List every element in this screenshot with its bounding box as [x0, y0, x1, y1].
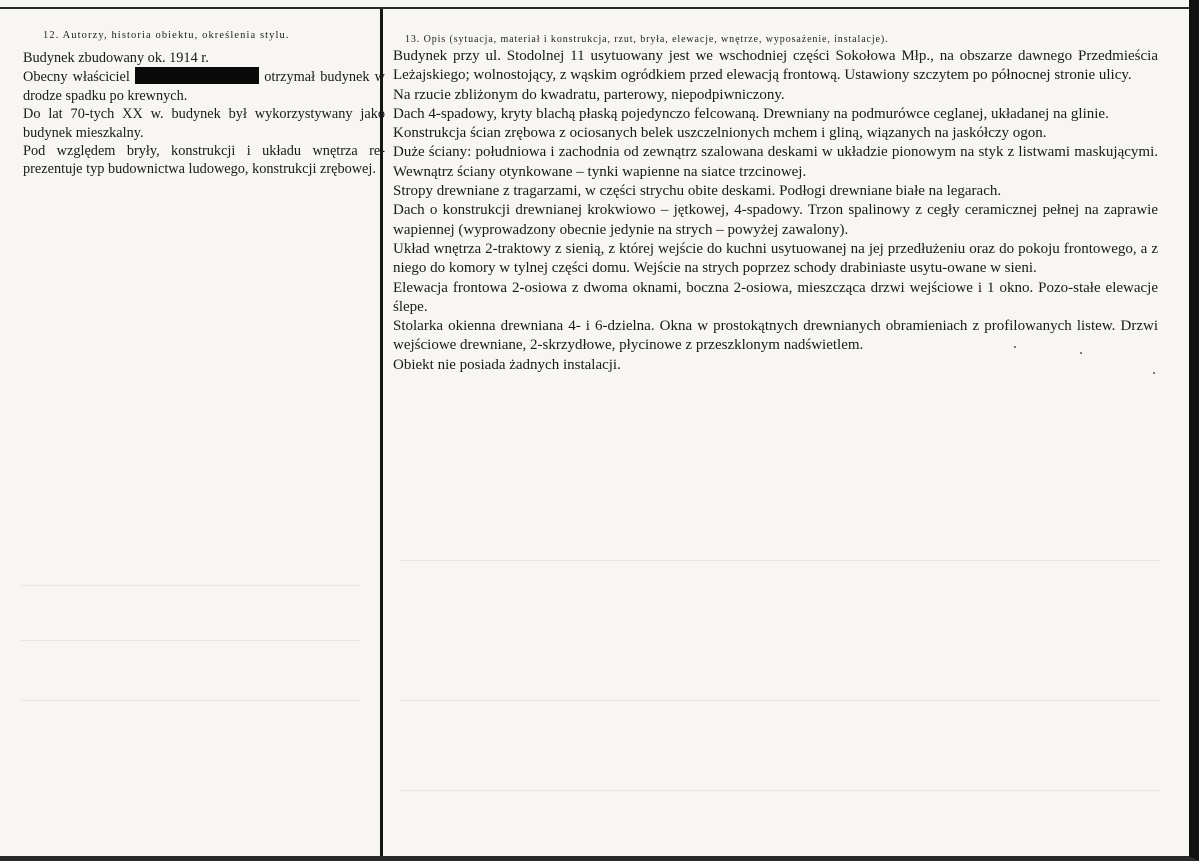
show-through-line	[400, 560, 1160, 561]
description-paragraph: Dach 4-spadowy, kryty blachą płaską pojedynczo felcowaną. Drewniany na podmurówce ceglanej, układanej na glinie.	[393, 105, 1109, 122]
description-paragraph: Budynek przy ul. Stodolnej 11 usytuowany jest we wschodniej części Sokołowa Młp., na obszarze dawnego Przedmieścia Leżajskiego; wolnostojący, z wąskim ogródkiem przed elewacją frontową. Ustawiony szczytem po północnej stronie ulicy.	[393, 48, 1158, 84]
style-line: Pod względem bryły, konstrukcji i układu wnętrza re-prezentuje typ budownictwa ludowego, konstrukcji zrębowej.	[23, 143, 385, 178]
section-12-text	[23, 49, 385, 179]
scan-speck	[1153, 372, 1155, 374]
show-through-line	[20, 640, 360, 641]
show-through-line	[400, 790, 1160, 791]
scan-speck	[1014, 346, 1016, 348]
owner-label: Obecny właściciel	[23, 69, 130, 86]
section-12-heading: 12. Autorzy, historia obiektu, określenia stylu.	[43, 30, 290, 41]
history-line: Budynek zbudowany ok. 1914 r.	[23, 50, 209, 66]
description-paragraph: Konstrukcja ścian zrębowa z ociosanych belek uszczelnionych mchem i gliną, wiązanych na jaskółczy ogon.	[393, 125, 1047, 142]
section-13-text	[393, 47, 1158, 375]
description-paragraph: Dach o konstrukcji drewnianej krokwiowo – jętkowej, 4-spadowy. Trzon spalinowy z cegły ceramicznej pełnej na zaprawie wapiennej (wyprowadzony obecnie jedynie na strych – powyżej zawalony).	[393, 202, 1158, 238]
description-paragraph: Duże ściany: południowa i zachodnia od zewnątrz szalowana deskami w układzie pionowym na styk z listwami maskującymi. Wewnątrz ściany otynkowane – tynki wapienne na siatce trzcinowej.	[393, 144, 1158, 180]
owner-line	[23, 67, 385, 105]
section-12	[23, 30, 385, 179]
show-through-line	[20, 700, 360, 701]
description-paragraph: Na rzucie zbliżonym do kwadratu, parterowy, niepodpiwniczony.	[393, 86, 785, 103]
description-paragraph: Stolarka okienna drewniana 4- i 6-dzielna. Okna w prostokątnych drewnianych obramieniach z profilowanych listew. Drzwi wejściowe drewniane, 2-skrzydłowe, płycinowe z przeszklonym nadświetlem.	[393, 318, 1158, 354]
section-13-heading: 13. Opis (sytuacja, materiał i konstrukcja, rzut, bryła, elewacje, wnętrze, wyposażenie, instalacje).	[405, 34, 889, 45]
section-13	[393, 34, 1158, 375]
show-through-line	[20, 585, 360, 586]
owner-continuation: otrzymał budynek w drodze spadku po krewnych.	[23, 69, 386, 104]
description-paragraph: Stropy drewniane z tragarzami, w części strychu obite deskami. Podłogi drewniane białe na legarach.	[393, 183, 1002, 200]
description-paragraph: Obiekt nie posiada żadnych instalacji.	[393, 356, 621, 373]
description-paragraph: Elewacja frontowa 2-osiowa z dwoma oknami, boczna 2-osiowa, mieszcząca drzwi wejściowe i 1 okno. Pozo-stałe elewacje ślepe.	[393, 279, 1158, 315]
show-through-line	[400, 700, 1160, 701]
description-paragraph: Układ wnętrza 2-traktowy z sienią, z której wejście do kuchni usytuowanej na jej przedłużeniu oraz do pokoju frontowego, a z niego do komory w tylnej części domu. Wejście na strych poprzez schody drabiniaste usytu-owane w sieni.	[393, 240, 1158, 277]
usage-line: Do lat 70-tych XX w. budynek był wykorzystywany jako budynek mieszkalny.	[23, 106, 385, 141]
scan-speck	[1080, 352, 1082, 354]
top-rule	[0, 7, 1199, 9]
redacted-name	[135, 67, 259, 84]
